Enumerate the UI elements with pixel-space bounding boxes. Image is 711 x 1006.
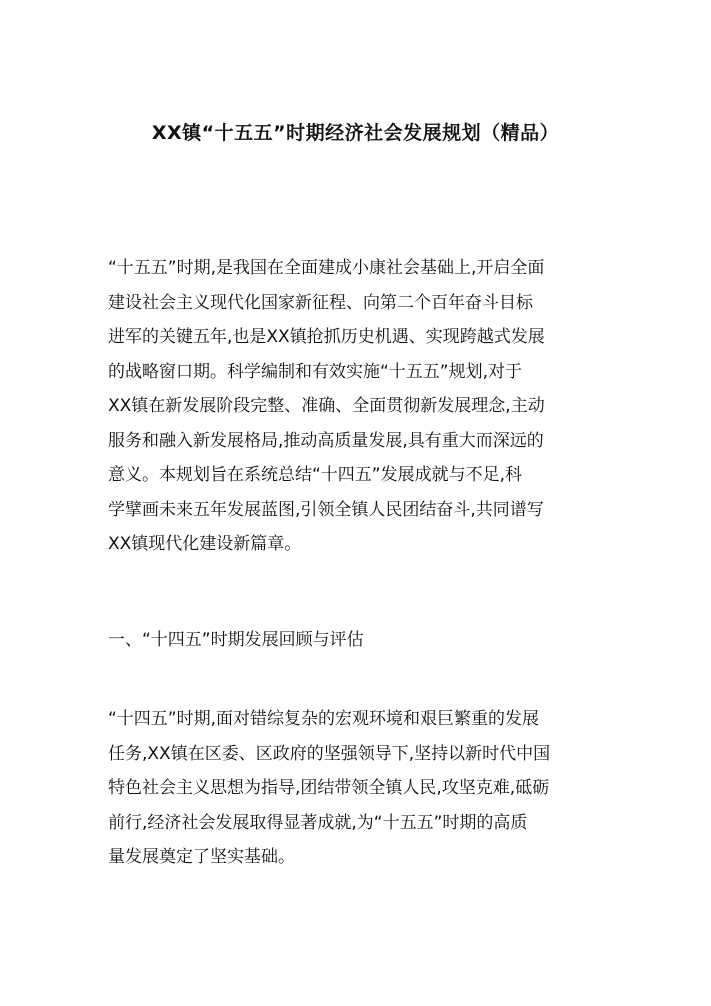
intro-line: XX镇在新发展阶段完整、准确、全面贯彻新发展理念,主动 bbox=[108, 396, 545, 416]
intro-line: “十五五”时期,是我国在全面建成小康社会基础上,开启全面 bbox=[108, 258, 545, 278]
review-line: 前行,经济社会发展取得显著成就,为“十五五”时期的高质 bbox=[108, 812, 528, 833]
review-line: “十四五”时期,面对错综复杂的宏观环境和艰巨繁重的发展 bbox=[108, 709, 540, 729]
section-heading: 一、“十四五”时期发展回顾与评估 bbox=[108, 630, 364, 650]
intro-line: 建设社会主义现代化国家新征程、向第二个百年奋斗目标 bbox=[108, 292, 533, 313]
intro-paragraph bbox=[108, 251, 608, 562]
document-title: XX镇“十五五”时期经济社会发展规划（精品） bbox=[151, 122, 560, 144]
intro-line: XX镇现代化建设新篇章。 bbox=[108, 534, 302, 554]
intro-line: 学擘画未来五年发展蓝图,引领全镇人民团结奋斗,共同谱写 bbox=[108, 499, 544, 520]
review-line: 量发展奠定了坚实基础。 bbox=[108, 847, 295, 867]
review-line: 特色社会主义思想为指导,团结带领全镇人民,攻坚克难,砥砺 bbox=[108, 778, 550, 798]
intro-line: 意义。本规划旨在系统总结“十四五”发展成就与不足,科 bbox=[108, 465, 523, 485]
review-paragraph bbox=[108, 702, 608, 875]
intro-line: 服务和融入新发展格局,推动高质量发展,具有重大而深远的 bbox=[108, 430, 544, 451]
intro-line: 进军的关键五年,也是XX镇抢抓历史机遇、实现跨越式发展 bbox=[108, 327, 545, 347]
intro-line: 的战略窗口期。科学编制和有效实施“十五五”规划,对于 bbox=[108, 361, 523, 382]
review-line: 任务,XX镇在区委、区政府的坚强领导下,坚持以新时代中国 bbox=[108, 743, 551, 764]
